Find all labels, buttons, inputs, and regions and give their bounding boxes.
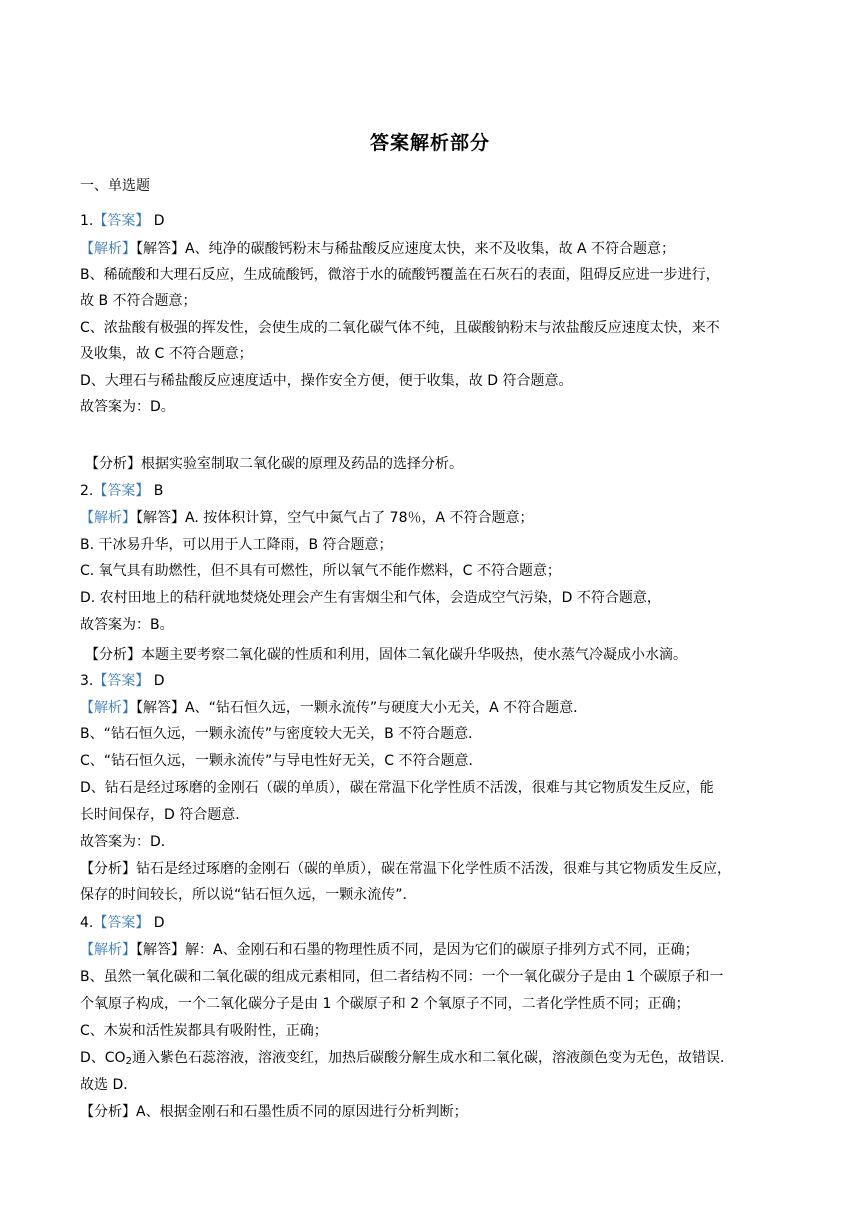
q1-text-1: 【解答】A、纯净的碳酸钙粉末与稀盐酸反应速度太快，来不及收集，故 A 不符合题意；	[136, 241, 676, 257]
q4-d-subscript: 2	[125, 1056, 132, 1067]
q4-answer-line	[80, 913, 780, 933]
q3-answer: D	[149, 673, 165, 689]
q4-line-3: 个氧原子构成，一个二氧化碳分子是由 1 个碳原子和 2 个氧原子不同，二者化学性质不同；正确；	[80, 996, 690, 1012]
q4-line-5	[80, 1048, 780, 1072]
q2-line-3: C. 氧气具有助燃性，但不具有可燃性，所以氧气不能作燃料，C 不符合题意；	[80, 563, 561, 579]
q2-summary: 【分析】本题主要考察二氧化碳的性质和利用，固体二氧化碳升华吸热，使水蒸气冷凝成小水滴。	[85, 647, 687, 663]
q4-line-4: C、木炭和活性炭都具有吸附性，正确；	[80, 1023, 328, 1039]
q3-line-4: D、钻石是经过琢磨的金刚石（碳的单质），碳在常温下化学性质不活泼，很难与其它物质发生反应，能	[80, 780, 714, 796]
page-title: 答案解析部分	[369, 132, 490, 154]
q3-line-3: C、“钻石恒久远，一颗永流传”与导电性好无关，C 不符合题意．	[80, 753, 483, 769]
q4-answer-tag: 【答案】	[93, 915, 150, 931]
q1-line-6: D、大理石与稀盐酸反应速度适中，操作安全方便，便于收集，故 D 符合题意。	[80, 373, 573, 389]
q1-answer-tag: 【答案】	[93, 213, 150, 229]
q2-number: 2.	[80, 483, 94, 499]
q4-answer: D	[149, 915, 165, 931]
q2-answer-line	[80, 481, 780, 501]
q2-text-1: 【解答】A. 按体积计算，空气中氮气占了 78％，A 不符合题意；	[136, 510, 534, 526]
q3-text-1: 【解答】A、“钻石恒久远，一颗永流传”与硬度大小无关，A 不符合题意．	[136, 700, 588, 716]
q2-answer: B	[149, 483, 164, 499]
q3-answer-tag: 【答案】	[93, 673, 150, 689]
q1-analysis-tag: 【解析】	[80, 241, 136, 257]
q3-analysis-tag: 【解析】	[80, 700, 136, 716]
q1-number: 1.	[80, 213, 94, 229]
q4-line-2: B、虽然一氧化碳和二氧化碳的组成元素相同，但二者结构不同：一个一氧化碳分子是由 1 个碳原子和一	[80, 969, 724, 985]
q3-line-1	[80, 698, 780, 718]
q4-line-1	[80, 940, 780, 960]
q4-d-post: 通入紫色石蕊溶液，溶液变红，加热后碳酸分解生成水和二氧化碳，溶液颜色变为无色，故错误．	[131, 1050, 734, 1066]
q4-summary: 【分析】A、根据金刚石和石墨性质不同的原因进行分析判断；	[80, 1104, 468, 1120]
q3-line-2: B、“钻石恒久远，一颗永流传”与密度较大无关，B 不符合题意．	[80, 726, 483, 742]
q4-text-1: 【解答】解：A、金刚石和石墨的物理性质不同，是因为它们的碳原子排列方式不同，正确；	[136, 942, 699, 958]
q2-line-1	[80, 508, 780, 528]
q3-answer-line	[80, 671, 780, 691]
q3-summary-2: 保存的时间较长，所以说“钻石恒久远，一颗永流传”．	[80, 887, 417, 903]
q1-line-7: 故答案为：D。	[80, 399, 175, 415]
q3-summary-1: 【分析】钻石是经过琢磨的金刚石（碳的单质），碳在常温下化学性质不活泼，很难与其它物质发生反应，	[80, 861, 731, 877]
q2-answer-tag: 【答案】	[93, 483, 150, 499]
q4-number: 4.	[80, 915, 94, 931]
q1-line-4: C、浓盐酸有极强的挥发性，会使生成的二氧化碳气体不纯，且碳酸钠粉末与浓盐酸反应速度太快，来不	[80, 320, 720, 336]
q4-conclusion: 故选 D．	[80, 1077, 138, 1093]
q1-summary: 【分析】根据实验室制取二氧化碳的原理及药品的选择分析。	[85, 456, 463, 472]
q3-line-6: 故答案为：D．	[80, 834, 175, 850]
q1-line-5: 及收集，故 C 不符合题意；	[80, 346, 253, 362]
q1-answer: D	[149, 213, 165, 229]
section-heading: 一、单选题	[80, 178, 150, 194]
q3-number: 3.	[80, 673, 94, 689]
q2-line-2: B. 干冰易升华，可以用于人工降雨，B 符合题意；	[80, 537, 393, 553]
q2-analysis-tag: 【解析】	[80, 510, 136, 526]
q1-line-2: B、稀硫酸和大理石反应，生成硫酸钙，微溶于水的硫酸钙覆盖在石灰石的表面，阻碍反应进一步进行，	[80, 267, 720, 283]
q4-d-pre: D、CO	[80, 1050, 126, 1066]
q1-line-1	[80, 239, 780, 259]
q2-line-5: 故答案为：B。	[80, 617, 174, 633]
q2-line-4: D. 农村田地上的秸秆就地焚烧处理会产生有害烟尘和气体，会造成空气污染，D 不符合题意，	[80, 590, 661, 606]
q1-line-3: 故 B 不符合题意；	[80, 293, 197, 309]
q1-answer-line	[80, 211, 780, 231]
q3-line-5: 长时间保存，D 符合题意．	[80, 807, 250, 823]
q4-analysis-tag: 【解析】	[80, 942, 136, 958]
